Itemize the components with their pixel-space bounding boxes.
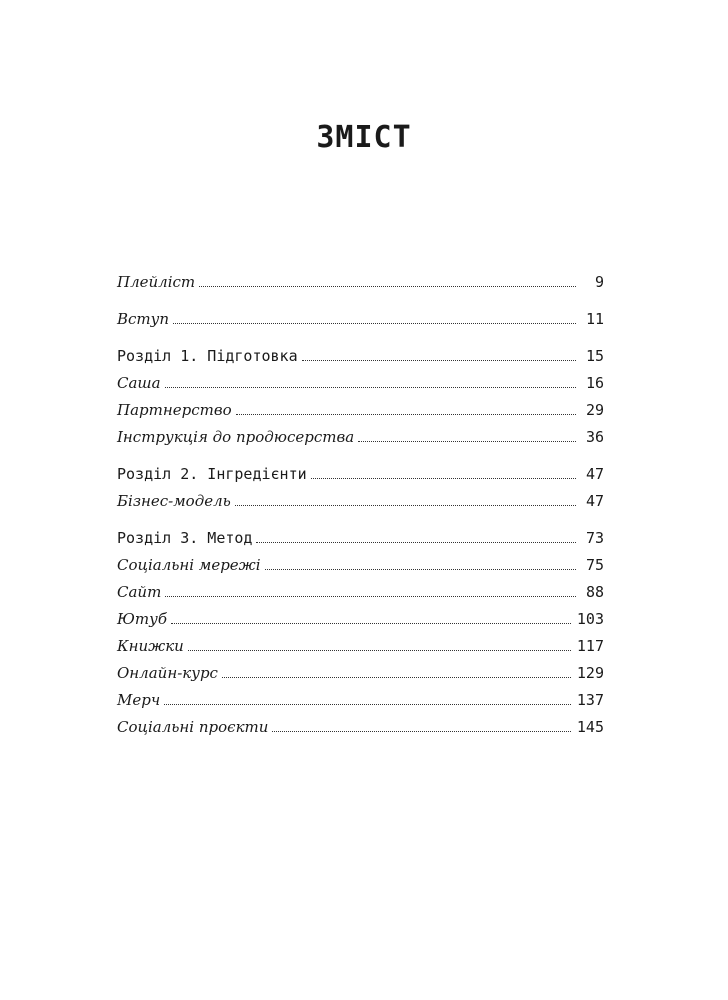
toc-entry-label: Соціальні проєкти: [117, 718, 269, 736]
toc-entry[interactable]: [117, 556, 604, 583]
toc-chapter-entry[interactable]: [117, 347, 604, 374]
toc-entry[interactable]: [117, 664, 604, 691]
toc-chapter-label: Розділ 1. Підготовка: [117, 347, 298, 365]
dot-leader: [272, 731, 570, 732]
toc-page-number: 103: [576, 610, 604, 628]
dot-leader: [165, 596, 576, 597]
toc-entry-label: Вступ: [117, 310, 170, 328]
toc-entry-label: Плейліст: [117, 273, 196, 291]
dot-leader: [256, 542, 576, 543]
dot-leader: [302, 360, 576, 361]
toc-entry-label: Партнерство: [117, 401, 232, 419]
toc-entry-label: Ютуб: [117, 610, 167, 628]
dot-leader: [171, 623, 571, 624]
toc-page-number: 47: [585, 492, 604, 510]
dot-leader: [235, 505, 576, 506]
dot-leader: [188, 650, 571, 651]
toc-page-number: 29: [585, 401, 604, 419]
dot-leader: [358, 441, 576, 442]
toc-chapter-label: Розділ 2. Інгредієнти: [117, 465, 307, 483]
toc-page-number: 145: [576, 718, 604, 736]
dot-leader: [165, 387, 576, 388]
dot-leader: [311, 478, 576, 479]
toc-entry-label: Сайт: [117, 583, 162, 601]
dot-leader: [173, 323, 576, 324]
toc-entry-label: Онлайн-курс: [117, 664, 218, 682]
toc-page-number: 16: [585, 374, 604, 392]
toc-entry[interactable]: [117, 718, 604, 745]
table-of-contents: [117, 273, 604, 745]
toc-entry-label: Інструкція до продюсерства: [117, 428, 355, 446]
toc-page-number: 47: [585, 465, 604, 483]
toc-page-number: 88: [585, 583, 604, 601]
toc-entry[interactable]: [117, 428, 604, 455]
toc-entry[interactable]: [117, 374, 604, 401]
toc-entry[interactable]: [117, 583, 604, 610]
toc-page-number: 117: [576, 637, 604, 655]
toc-entry-label: Книжки: [117, 637, 184, 655]
toc-entry[interactable]: [117, 637, 604, 664]
toc-entry[interactable]: [117, 492, 604, 519]
toc-entry-label: Саша: [117, 374, 161, 392]
toc-entry[interactable]: [117, 310, 604, 337]
toc-entry-label: Мерч: [117, 691, 161, 709]
dot-leader: [265, 569, 576, 570]
toc-page-number: 129: [576, 664, 604, 682]
toc-entry-label: Бізнес-модель: [117, 492, 231, 510]
toc-page-number: 11: [585, 310, 604, 328]
toc-entry[interactable]: [117, 691, 604, 718]
dot-leader: [236, 414, 576, 415]
page-title: ЗМІСТ: [316, 120, 412, 155]
toc-page-number: 36: [585, 428, 604, 446]
toc-entry[interactable]: [117, 610, 604, 637]
toc-entry-label: Соціальні мережі: [117, 556, 261, 574]
dot-leader: [199, 286, 576, 287]
toc-page-number: 137: [576, 691, 604, 709]
dot-leader: [164, 704, 571, 705]
toc-chapter-entry[interactable]: [117, 529, 604, 556]
toc-page-number: 75: [585, 556, 604, 574]
toc-chapter-entry[interactable]: [117, 465, 604, 492]
toc-page-number: 9: [594, 273, 604, 291]
toc-entry[interactable]: [117, 273, 604, 300]
dot-leader: [222, 677, 571, 678]
toc-page-number: 15: [585, 347, 604, 365]
toc-entry[interactable]: [117, 401, 604, 428]
toc-page-number: 73: [585, 529, 604, 547]
toc-chapter-label: Розділ 3. Метод: [117, 529, 253, 547]
